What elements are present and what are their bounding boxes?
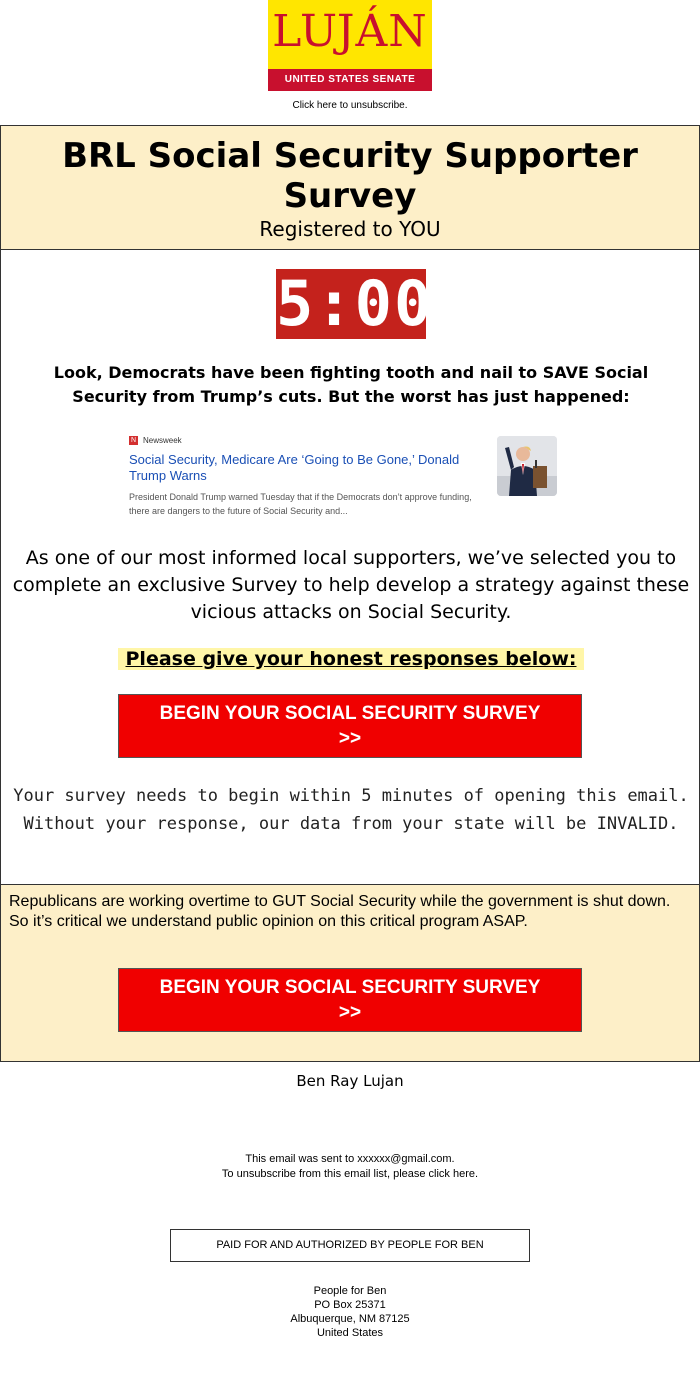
address-line: People for Ben xyxy=(313,1285,387,1297)
countdown-timer xyxy=(276,267,434,340)
selection-paragraph: As one of our most informed local supporters, we’ve selected you to complete an exclusive Survey to help develop a strategy against these vicious attacks on Social Security. xyxy=(12,547,690,623)
top-unsubscribe-link[interactable]: Click here to unsubscribe. xyxy=(292,100,408,111)
news-card[interactable] xyxy=(129,434,559,520)
signature: Ben Ray Lujan xyxy=(296,1072,404,1090)
person-photo-icon xyxy=(497,436,557,496)
news-source xyxy=(129,436,182,445)
email-footer xyxy=(0,1152,700,1182)
footer-unsubscribe-link[interactable]: To unsubscribe from this email list, please click here. xyxy=(221,1168,479,1180)
intro-text: Look, Democrats have been fighting tooth and nail to SAVE Social Security from Trump’s cuts. But the worst has just happened: xyxy=(53,363,649,406)
news-headline[interactable]: Social Security, Medicare Are ‘Going to Be Gone,’ Donald Trump Warns xyxy=(129,452,460,483)
news-thumbnail xyxy=(497,436,557,496)
lujan-logo[interactable] xyxy=(268,0,432,91)
bottom-paragraph: Republicans are working overtime to GUT Social Security while the government is shut down. So it’s critical we understand public opinion on this critical program ASAP. xyxy=(9,893,671,930)
address-line: PO Box 25371 xyxy=(314,1299,386,1311)
newsweek-logo-icon: N xyxy=(130,437,137,445)
begin-survey-button[interactable]: BEGIN YOUR SOCIAL SECURITY SURVEY >> xyxy=(118,694,582,758)
survey-warning-text: Your survey needs to begin within 5 minutes of opening this email. Without your response, our data from your state will be INVALID. xyxy=(13,786,689,834)
paid-for-disclaimer: PAID FOR AND AUTHORIZED BY PEOPLE FOR BEN xyxy=(170,1229,530,1262)
address-line: Albuquerque, NM 87125 xyxy=(290,1313,410,1325)
news-source-name: Newsweek xyxy=(143,436,182,445)
main-content xyxy=(0,248,700,884)
countdown-value: 5:00 xyxy=(276,267,434,340)
logo-subtitle: UNITED STATES SENATE xyxy=(268,69,432,91)
news-snippet: President Donald Trump warned Tuesday that if the Democrats don’t approve funding, there are dangers to the future of Social Security and... xyxy=(129,492,472,516)
mailing-address xyxy=(0,1284,700,1340)
honest-responses-label xyxy=(111,647,591,672)
survey-header xyxy=(0,125,700,250)
address-line: United States xyxy=(316,1327,384,1339)
sent-to-text: This email was sent to xxxxxx@gmail.com. xyxy=(245,1153,455,1165)
begin-survey-button-secondary[interactable]: BEGIN YOUR SOCIAL SECURITY SURVEY >> xyxy=(118,968,582,1032)
bottom-panel xyxy=(0,884,700,1062)
survey-subtitle: Registered to YOU xyxy=(259,217,441,241)
honest-responses-text: Please give your honest responses below: xyxy=(118,648,585,670)
logo-name: LUJÁN xyxy=(272,6,428,57)
survey-title: BRL Social Security Supporter Survey xyxy=(62,136,638,216)
